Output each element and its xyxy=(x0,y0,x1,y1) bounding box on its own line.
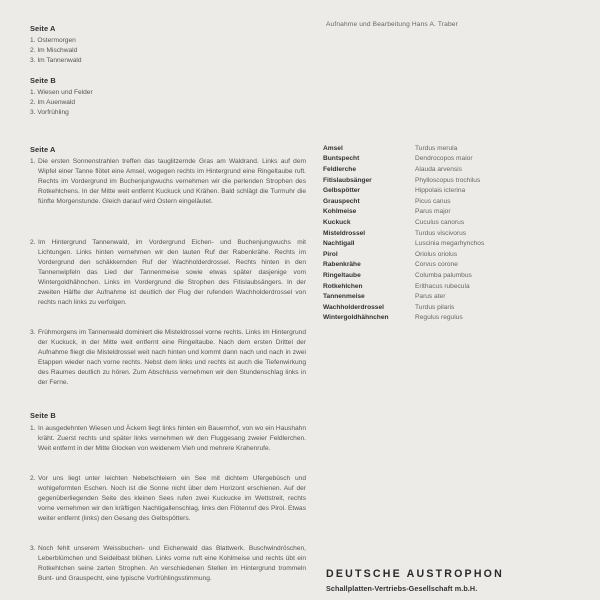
bird-row xyxy=(323,217,484,228)
bird-latin-name: Regulus regulus xyxy=(415,314,463,322)
paragraph-text: Frühmorgens im Tannenwald dominiert die Misteldrossel vorne rechts. Links im Hintergrund der Kuckuck, in der Mitte weit entfernt eine Ringeltaube. Nach dem ersten Drittel der Aufnahme fliegt die Misteldrossel weit nach hinten und kommt dann nach und nach in zwei Etappen wieder nach vorne rechts. Nebst dem links und rechts ist auch die Tiefenwirkung des Raumes deutlich zu hören. Zum Abschluss vernehmen wir den Stundenschlag links in der Ferne. xyxy=(38,329,306,386)
paragraph-number: 2. xyxy=(30,239,36,246)
paragraph-text: Noch fehlt unserem Weissbuchen- und Eichenwald das Blattwerk. Buschwindröschen, Leberblümchen und Seidelbast blühen. Links vorne ruft eine Kohlmeise und rechts übt ein Rotkehlchen seine zarten Strophen. An verschiedenen Stellen im Hintergrund trommeln Bunt- und Grauspecht, eine typische Vorfrühlingsstimmung. xyxy=(38,545,306,582)
toc-item: 2. Im Mischwald xyxy=(30,47,78,55)
bird-row xyxy=(323,238,484,249)
bird-latin-name: Oriolus oriolus xyxy=(415,250,458,258)
bird-row xyxy=(323,175,484,186)
bird-latin-name: Erithacus rubecula xyxy=(415,282,470,290)
notes-side-a-title: Seite A xyxy=(30,145,56,154)
paragraph-number: 1. xyxy=(30,158,36,165)
paragraph-number: 3. xyxy=(30,329,36,336)
bird-german-name: Rotkehlchen xyxy=(323,282,363,290)
bird-german-name: Fitislaubsänger xyxy=(323,176,372,184)
paragraph-number: 3. xyxy=(30,545,36,552)
bird-german-name: Wintergoldhähnchen xyxy=(323,314,389,322)
bird-row xyxy=(323,313,484,324)
toc-item: 3. Im Tannenwald xyxy=(30,57,82,65)
recording-credits: Aufnahme und Bearbeitung Hans A. Traber xyxy=(326,21,458,28)
bird-row xyxy=(323,185,484,196)
bird-latin-name: Phylloscopus trochilus xyxy=(415,176,481,184)
notes-side-b-title: Seite B xyxy=(30,411,56,420)
bird-row xyxy=(323,302,484,313)
publisher-name: DEUTSCHE AUSTROPHON xyxy=(326,568,504,580)
toc-item: 1. Ostermorgen xyxy=(30,37,76,44)
publisher-subtitle: Schallplatten-Vertriebs-Gesellschaft m.b.H. xyxy=(326,584,478,593)
bird-row xyxy=(323,154,484,165)
bird-latin-name: Corvus corone xyxy=(415,261,458,269)
bird-german-name: Wachholderdrossel xyxy=(323,303,384,311)
paragraph-text: Im Hintergrund Tannenwald, im Vordergrund Eichen- und Buchenjungwuchs mit Lichtungen. Links hinten vernehmen wir den lauten Ruf der Rabenkrähe. Rechts im Vordergrund den schäkkernden Ruf der Wachholderdrossel. Rechts hinten in den Tannenwipfeln das Lied der Tannenmeise sowie etwas später dasjenige vom Wintergoldhähnchen. Links im Vordergrund die Strophen des Fitislaubsängers. In der zweiten Hälfte der Aufnahme ist deutlich der Flug der rufenden Wachholderdrossel von rechts nach links zu verfolgen. xyxy=(38,239,306,306)
bird-german-name: Ringeltaube xyxy=(323,271,361,279)
bird-row xyxy=(323,207,484,218)
bird-german-name: Gelbspötter xyxy=(323,187,361,195)
bird-row xyxy=(323,291,484,302)
toc-side-a xyxy=(30,24,82,67)
paragraph-number: 1. xyxy=(30,425,36,432)
bird-latin-name: Dendrocopos maior xyxy=(415,155,473,163)
bird-german-name: Amsel xyxy=(323,144,343,152)
bird-latin-name: Turdus viscivorus xyxy=(415,229,467,237)
bird-row xyxy=(323,281,484,292)
bird-latin-name: Luscinia megarhynchos xyxy=(415,240,485,248)
bird-latin-name: Alauda arvensis xyxy=(415,165,462,173)
bird-row xyxy=(323,164,484,175)
paragraph-number: 2. xyxy=(30,475,36,482)
bird-row xyxy=(323,196,484,207)
notes-paragraph xyxy=(30,474,306,524)
paragraph-text: In ausgedehnten Wiesen und Äckern liegt links hinten ein Bauernhof, von wo ein Haushahn kräht. Zuerst rechts und später links vernehmen wir den Fluggesang zweier Feldlerchen. Weit entfernt in der Mitte Glocken von weidenem Vieh und mehrere Krahenrufe. xyxy=(38,425,306,452)
bird-latin-name: Hippolais icterina xyxy=(415,187,466,195)
bird-german-name: Feldlerche xyxy=(323,165,356,173)
toc-side-a-title: Seite A xyxy=(30,24,56,33)
toc-side-b xyxy=(30,76,93,119)
toc-side-b-title: Seite B xyxy=(30,76,56,85)
bird-row xyxy=(323,143,484,154)
bird-german-name: Pirol xyxy=(323,250,338,258)
toc-item: 2. Im Auenwald xyxy=(30,99,76,107)
bird-latin-name: Columba palumbus xyxy=(415,271,472,279)
bird-german-name: Nachtigall xyxy=(323,240,355,248)
notes-paragraph xyxy=(30,424,306,454)
toc-item: 3. Vorfrühling xyxy=(30,109,69,117)
bird-german-name: Kuckuck xyxy=(323,218,351,226)
bird-latin-name: Parus major xyxy=(415,208,451,216)
paragraph-text: Die ersten Sonnenstrahlen treffen das tauglitzernde Gras am Waldrand. Links auf dem Wipfel einer Tanne flötet eine Amsel, wogegen rechts im Hintergrund eine Ringeltaube ruft. Rechts im Vordergrund im Buchenjungwuchs vernehmen wir die perlenden Strophen des Rotkehlchens. In der Mitte weit entfernt Kuckuck und Krähen. Bald schlägt die Turmuhr die fünfte Morgenstunde. Gleich darauf wird Ostern eingeläutet. xyxy=(38,158,306,205)
notes-paragraph xyxy=(30,328,306,388)
paragraph-text: Vor uns liegt unter leichten Nebelschleiern ein See mit dichtem Ufergebüsch und wohlgeformten Eschen. Noch ist die Sonne nicht über dem Horizont erschienen. Auf der gegenüberliegenden Seite des kleinen Sees rufen zwei Kuckucke im Wettstreit, rechts vorne vernehmen wir den kräftigen Nachtigallenschlag, links den Flötenruf des Pirol. Etwas weiter entfernt (links) den Gesang des Gelbspötters. xyxy=(38,475,306,522)
bird-row xyxy=(323,228,484,239)
notes-paragraph xyxy=(30,544,306,584)
bird-species-list xyxy=(323,143,484,323)
bird-latin-name: Turdus pilaris xyxy=(415,303,455,311)
bird-latin-name: Cuculus canorus xyxy=(415,218,465,226)
bird-german-name: Kohlmeise xyxy=(323,208,357,216)
bird-latin-name: Turdus merula xyxy=(415,144,458,152)
bird-german-name: Grauspecht xyxy=(323,197,360,205)
bird-latin-name: Picus canus xyxy=(415,197,451,205)
bird-german-name: Buntspecht xyxy=(323,155,360,163)
bird-german-name: Tannenmeise xyxy=(323,293,365,301)
notes-paragraph xyxy=(30,238,306,308)
toc-item: 1. Wiesen und Felder xyxy=(30,89,93,96)
bird-latin-name: Parus ater xyxy=(415,293,446,301)
bird-row xyxy=(323,249,484,260)
bird-row xyxy=(323,270,484,281)
bird-german-name: Misteldrossel xyxy=(323,229,366,237)
notes-paragraph xyxy=(30,157,306,207)
bird-row xyxy=(323,260,484,271)
bird-german-name: Rabenkrähe xyxy=(323,261,361,269)
